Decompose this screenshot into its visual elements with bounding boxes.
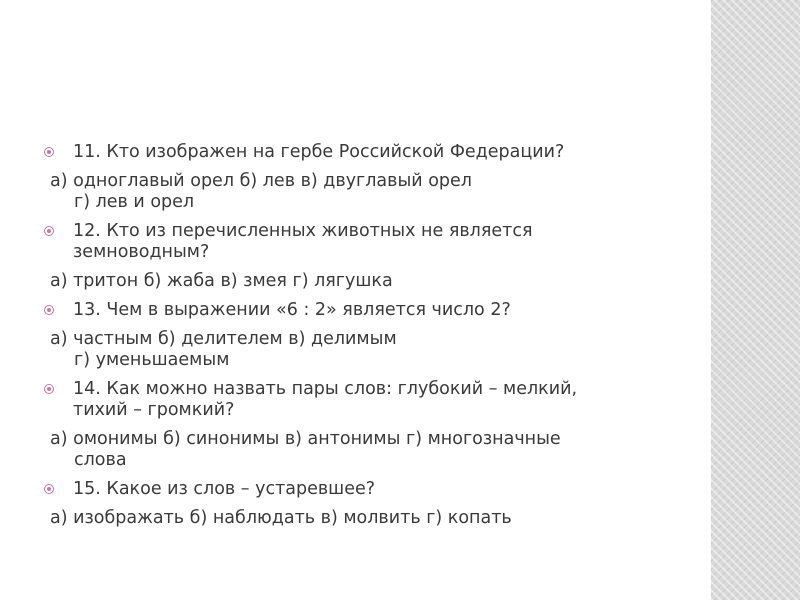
answer-line: а) тритон б) жаба в) змея г) лягушка (50, 271, 393, 291)
question-text: 12. Кто из перечисленных животных не является (73, 221, 533, 241)
answers-12 (44, 271, 694, 292)
answer-line: а) изображать б) наблюдать в) молвить г) копать (50, 508, 512, 528)
answer-line: г) уменьшаемым (74, 350, 230, 370)
answer-line: слова (74, 450, 127, 470)
answers-11 (44, 171, 694, 213)
question-11 (44, 142, 694, 163)
answer-line: а) омонимы б) синонимы в) антонимы г) многозначные (50, 429, 561, 449)
bullet-icon (44, 384, 54, 394)
quiz-content (44, 142, 694, 537)
answers-15 (44, 508, 694, 529)
answer-line: а) частным б) делителем в) делимым (50, 329, 397, 349)
bullet-icon (44, 484, 54, 494)
bullet-icon (44, 226, 54, 236)
question-text: 14. Как можно назвать пары слов: глубокий – мелкий, (73, 379, 578, 399)
answers-13 (44, 329, 694, 371)
question-15 (44, 479, 694, 500)
bullet-icon (44, 147, 54, 157)
question-text: 15. Какое из слов – устаревшее? (73, 479, 376, 499)
question-14 (44, 379, 694, 421)
question-text: земноводным? (73, 242, 210, 262)
question-text: тихий – громкий? (73, 400, 235, 420)
question-13 (44, 300, 694, 321)
answer-line: г) лев и орел (74, 192, 195, 212)
question-12 (44, 221, 694, 263)
answer-line: а) одноглавый орел б) лев в) двуглавый орел (50, 171, 472, 191)
question-text: 13. Чем в выражении «6 : 2» является число 2? (73, 300, 511, 320)
question-text: 11. Кто изображен на гербе Российской Федерации? (73, 142, 565, 162)
answers-14 (44, 429, 694, 471)
bullet-icon (44, 305, 54, 315)
decorative-side-band (711, 0, 800, 600)
